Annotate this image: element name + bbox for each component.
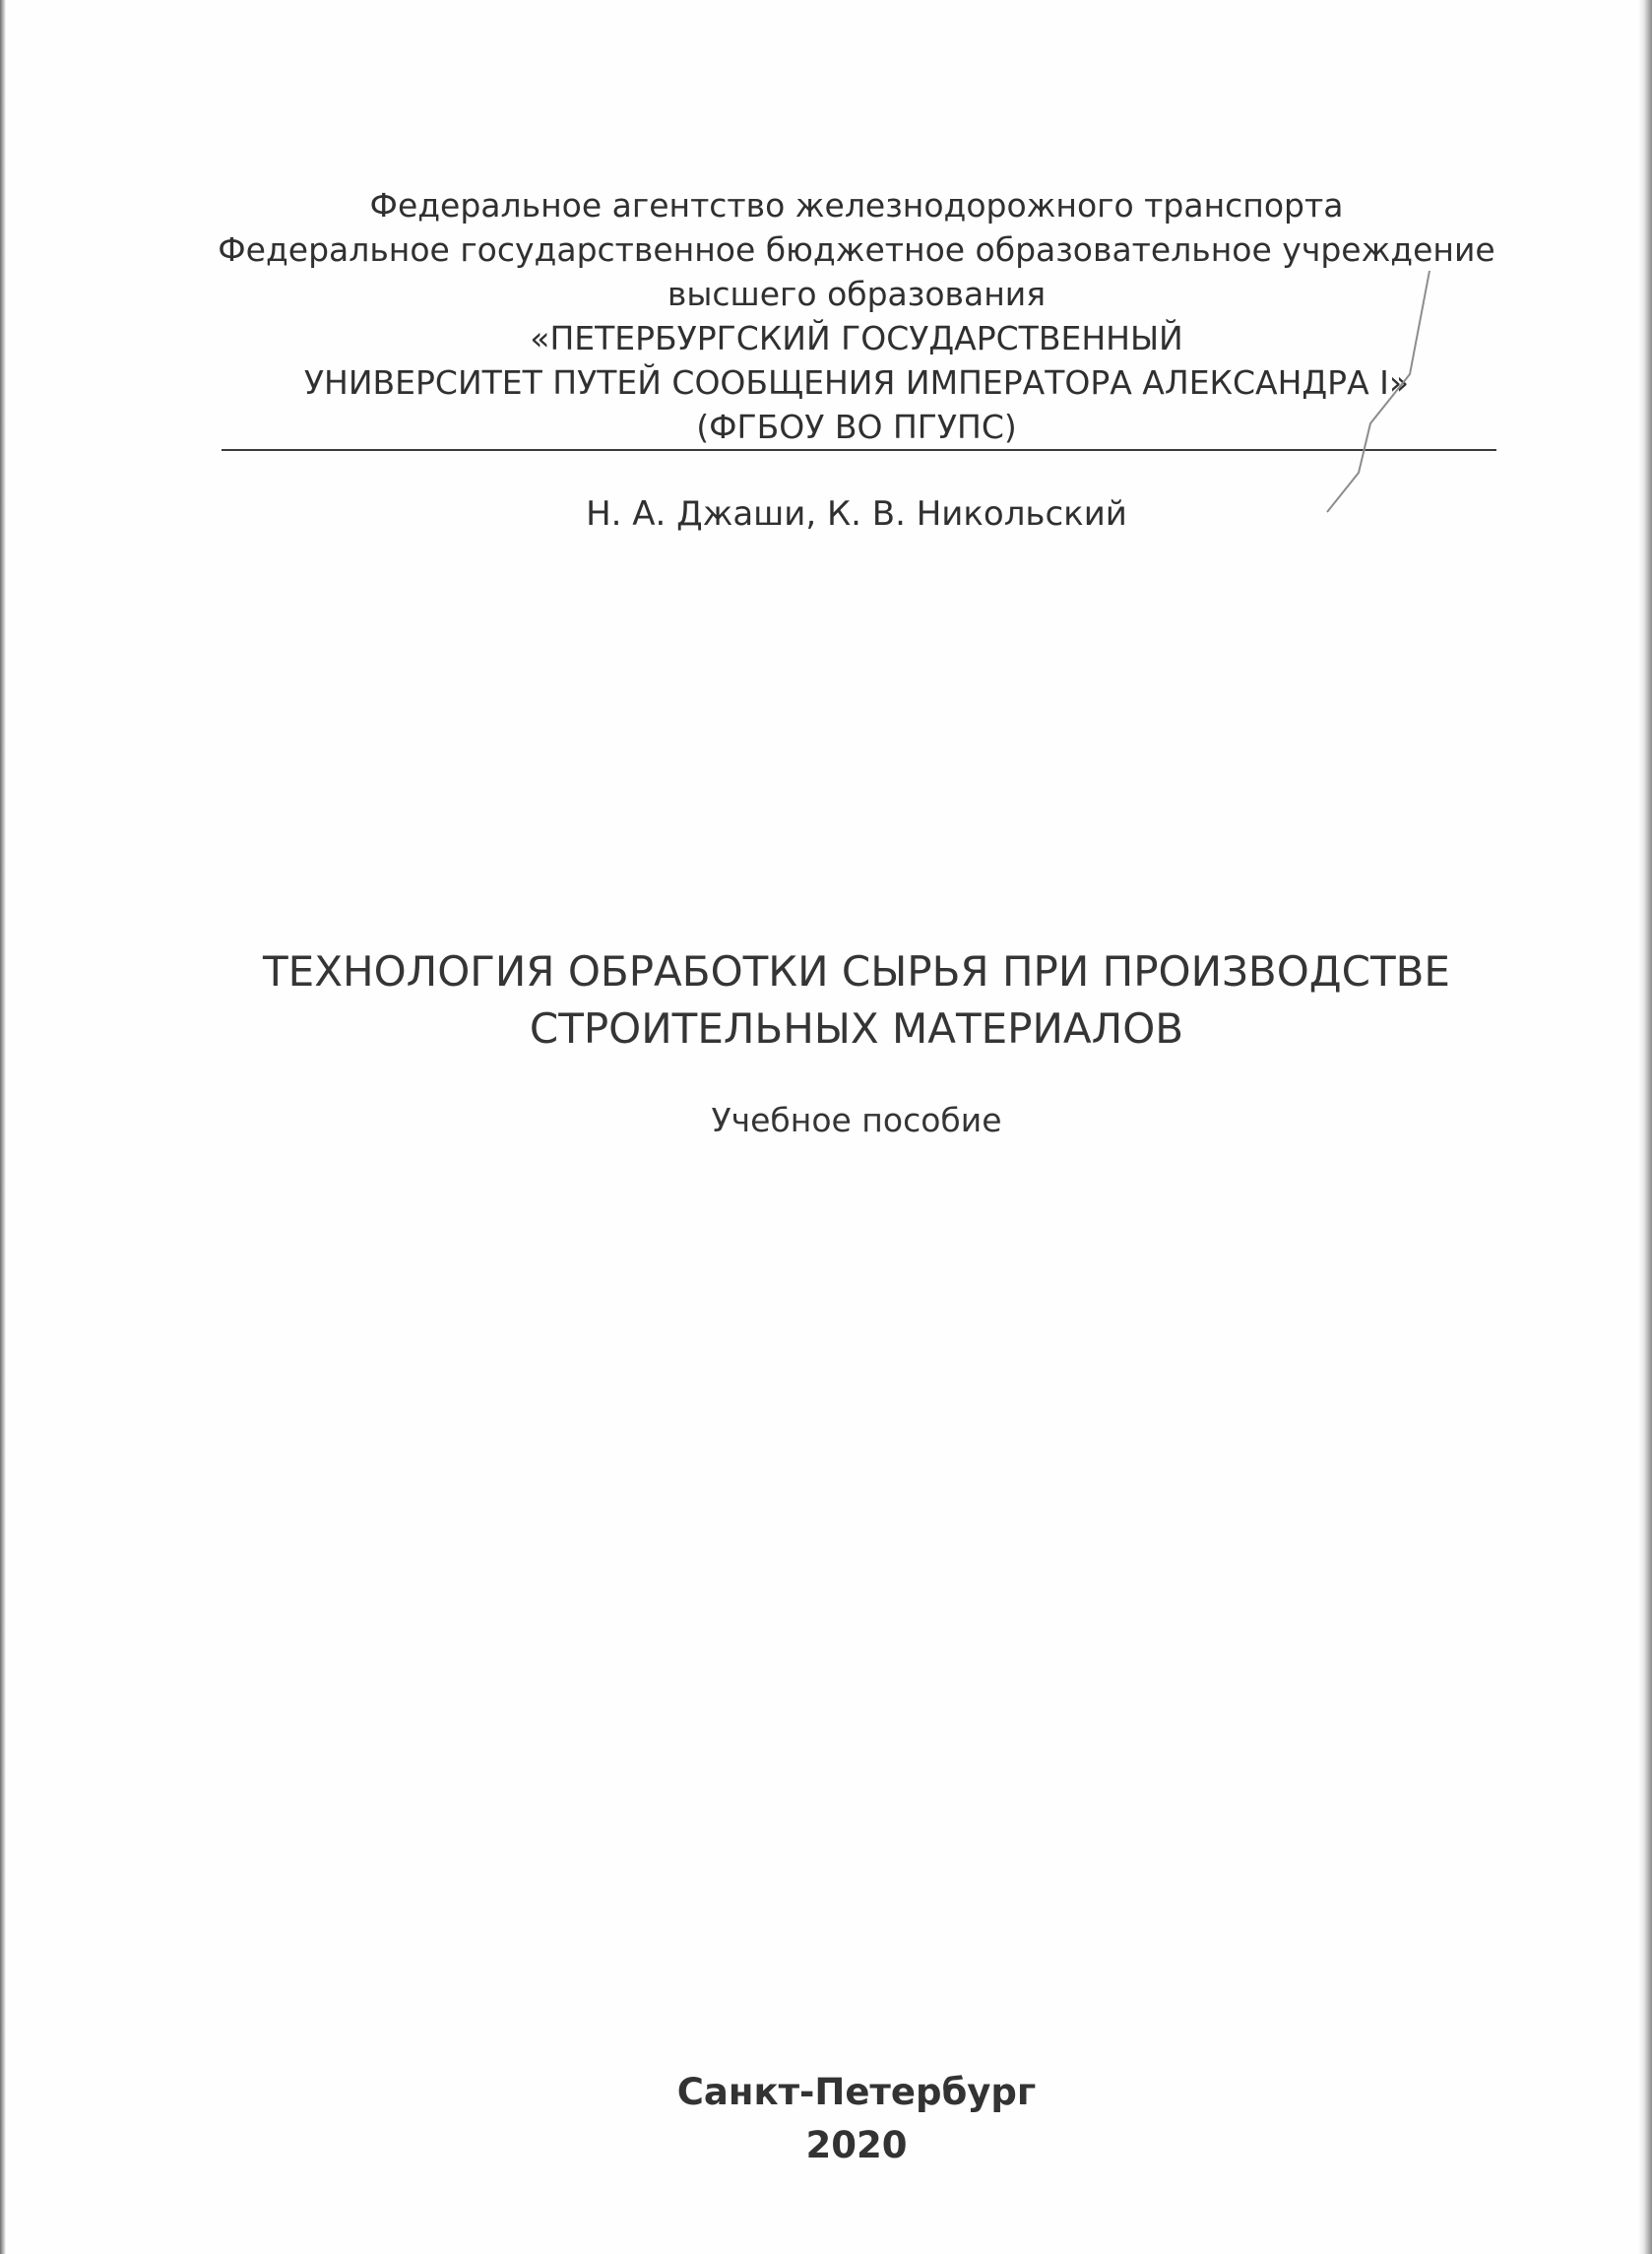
- authors: Н. А. Джаши, К. В. Никольский: [586, 494, 1127, 534]
- header-line-university-name-2: УНИВЕРСИТЕТ ПУТЕЙ СООБЩЕНИЯ ИМПЕРАТОРА АЛЕКСАНДРА I»: [303, 363, 1410, 402]
- scan-edge-right: [1638, 0, 1652, 2254]
- imprint: [217, 2066, 1496, 2172]
- header-line-institution-type: Федеральное государственное бюджетное образовательное учреждение: [218, 230, 1495, 269]
- header-line-agency: Федеральное агентство железнодорожного транспорта: [369, 186, 1344, 225]
- scan-edge-left: [0, 0, 6, 2254]
- imprint-city: Санкт-Петербург: [676, 2071, 1037, 2113]
- book-title: [197, 943, 1516, 1058]
- header-line-education-level: высшего образования: [667, 275, 1047, 313]
- title-line-1: ТЕХНОЛОГИЯ ОБРАБОТКИ СЫРЬЯ ПРИ ПРОИЗВОДСТВЕ: [263, 947, 1450, 996]
- imprint-year: 2020: [805, 2124, 908, 2166]
- institution-header: [217, 183, 1496, 449]
- title-line-2: СТРОИТЕЛЬНЫХ МАТЕРИАЛОВ: [529, 1004, 1184, 1053]
- header-line-abbreviation: (ФГБОУ ВО ПГУПС): [696, 408, 1017, 446]
- book-type: Учебное пособие: [711, 1101, 1002, 1139]
- pencil-stroke-mark: [1319, 266, 1437, 522]
- header-divider: [222, 449, 1496, 451]
- header-line-university-name-1: «ПЕТЕРБУРГСКИЙ ГОСУДАРСТВЕННЫЙ: [530, 319, 1183, 357]
